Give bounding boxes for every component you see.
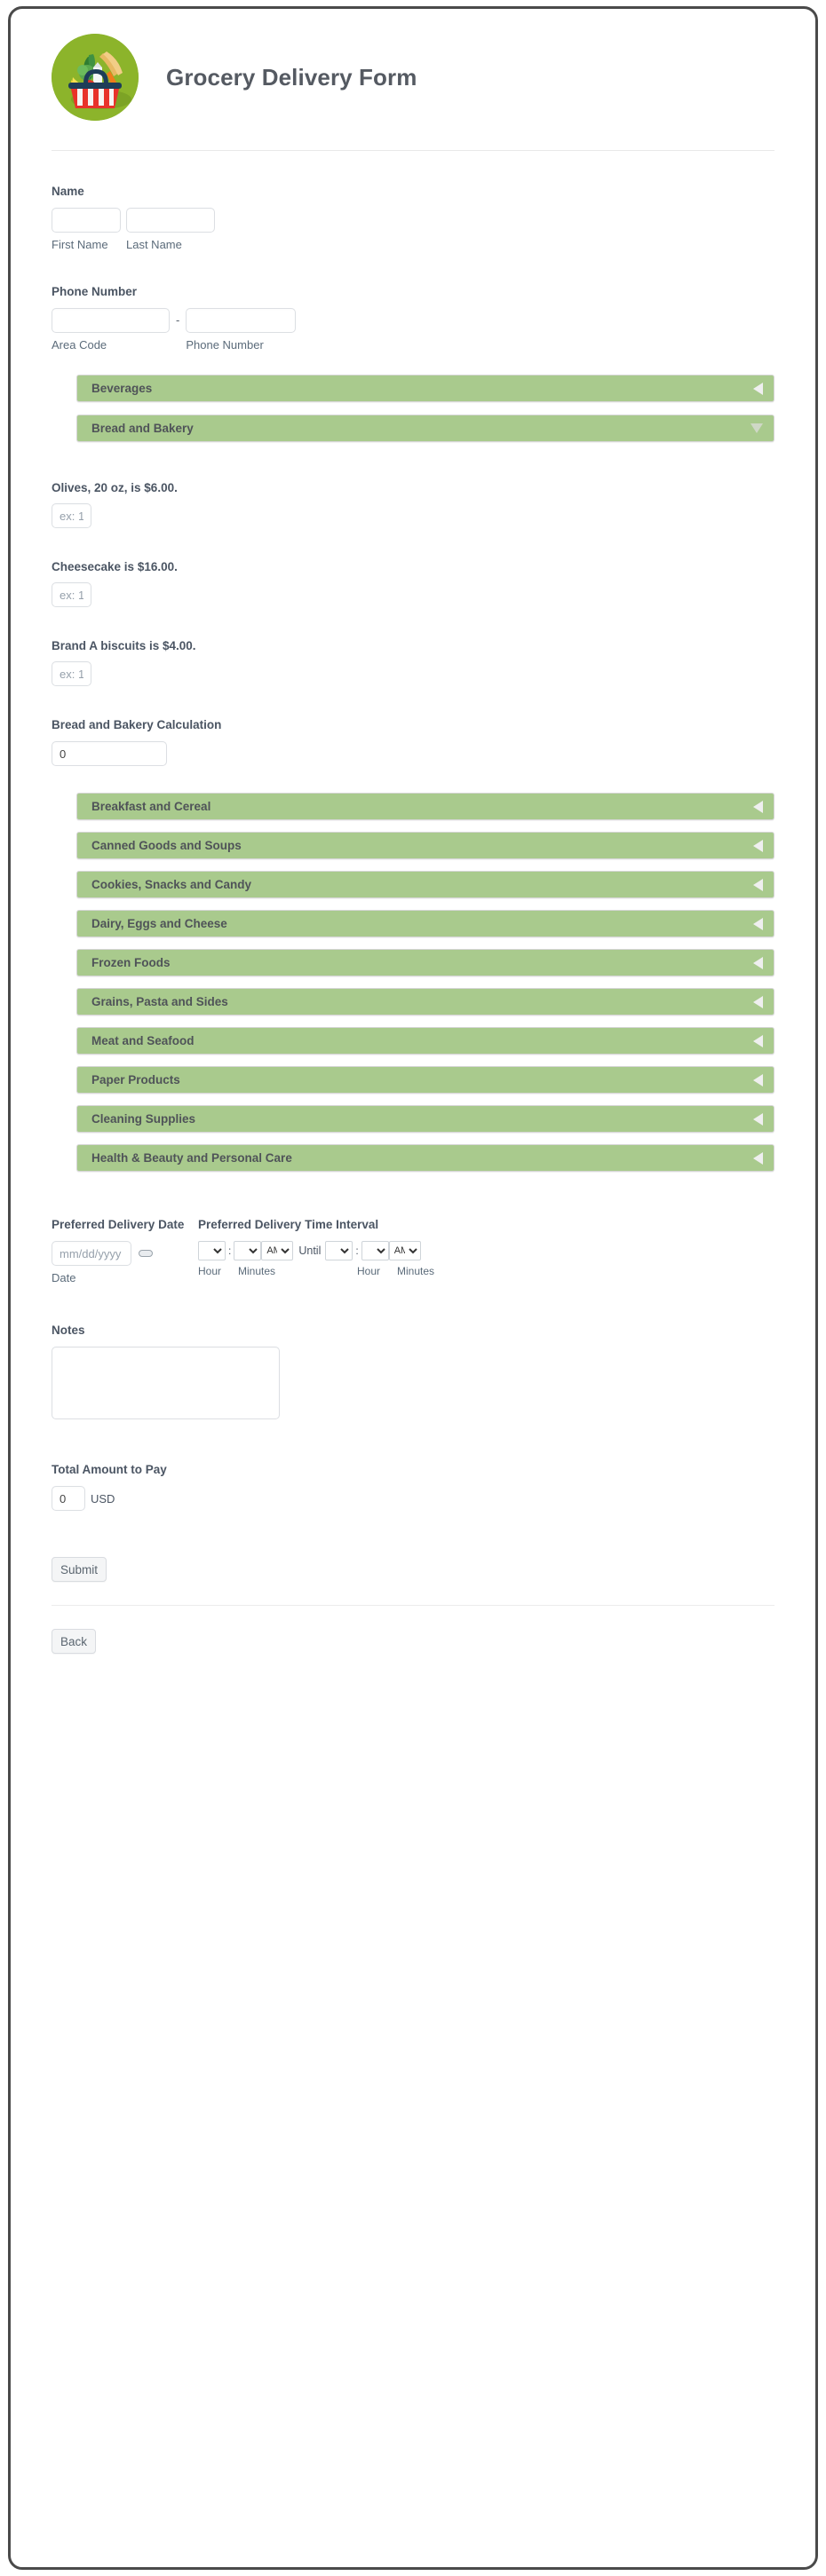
end-hour-sublabel: Hour (357, 1265, 381, 1277)
phone-inputs-row (52, 308, 774, 352)
accordion-cookies-snacks-and-candy[interactable] (76, 871, 774, 898)
product-row-brand-a-biscuits (52, 607, 774, 686)
accordion-paper-products[interactable] (76, 1066, 774, 1094)
phone-separator: - (176, 313, 180, 327)
delivery-date-sublabel: Date (52, 1271, 76, 1284)
accordion-meat-and-seafood[interactable] (76, 1027, 774, 1055)
accordion-beverages-label: Beverages (91, 382, 153, 395)
accordion-canned-goods-and-soups-label: Canned Goods and Soups (91, 839, 242, 852)
triangle-down-icon (751, 423, 763, 433)
first-name-sublabel: First Name (52, 238, 108, 251)
delivery-date-group (52, 1218, 198, 1284)
accordion-meat-and-seafood-label: Meat and Seafood (91, 1034, 195, 1047)
accordion-canned-goods-and-soups[interactable] (76, 832, 774, 859)
start-time-colon: : (228, 1245, 232, 1257)
start-hour-select[interactable] (198, 1241, 226, 1260)
triangle-left-icon (753, 801, 763, 813)
accordion-breakfast-and-cereal[interactable] (76, 793, 774, 820)
end-hour-select[interactable] (325, 1241, 353, 1260)
notes-group (52, 1284, 774, 1424)
accordion-cleaning-supplies-label: Cleaning Supplies (91, 1112, 196, 1126)
last-name-input[interactable] (126, 208, 215, 233)
product-row-olives (52, 449, 774, 528)
form-header (52, 9, 774, 121)
end-time-colon: : (355, 1245, 359, 1257)
triangle-left-icon (753, 1074, 763, 1087)
accordion-bread-and-bakery[interactable] (76, 415, 774, 442)
first-name-input[interactable] (52, 208, 121, 233)
accordion-frozen-foods[interactable] (76, 949, 774, 976)
last-name-sublabel: Last Name (126, 238, 182, 251)
product-row-cheesecake (52, 528, 774, 607)
start-ampm-select[interactable] (261, 1241, 293, 1260)
bakery-calculation-group (52, 686, 774, 766)
delivery-time-group (198, 1218, 774, 1277)
start-minute-select[interactable] (234, 1241, 261, 1260)
delivery-time-label: Preferred Delivery Time Interval (198, 1218, 379, 1231)
name-label: Name (52, 185, 84, 198)
accordion-frozen-foods-label: Frozen Foods (91, 956, 171, 969)
page-title: Grocery Delivery Form (166, 63, 417, 91)
category-accordion-top (52, 352, 774, 442)
phone-label: Phone Number (52, 285, 138, 298)
quantity-input-olives[interactable] (52, 503, 91, 528)
form-page-frame (8, 6, 818, 2570)
end-minute-select[interactable] (361, 1241, 389, 1260)
submit-row (52, 1511, 774, 1582)
triangle-left-icon (753, 383, 763, 395)
calendar-picker-icon[interactable] (139, 1250, 153, 1257)
product-label-olives: Olives, 20 oz, is $6.00. (52, 481, 178, 494)
bakery-calculation-label: Bread and Bakery Calculation (52, 718, 222, 731)
triangle-left-icon (753, 957, 763, 969)
phone-number-input[interactable] (186, 308, 296, 333)
product-label-brand-a-biscuits: Brand A biscuits is $4.00. (52, 639, 196, 652)
back-button[interactable]: Back (52, 1629, 96, 1654)
triangle-left-icon (753, 1035, 763, 1047)
quantity-input-brand-a-biscuits[interactable] (52, 661, 91, 686)
end-ampm-select[interactable] (389, 1241, 421, 1260)
triangle-left-icon (753, 840, 763, 852)
start-minute-sublabel: Minutes (238, 1265, 276, 1277)
accordion-breakfast-and-cereal-label: Breakfast and Cereal (91, 800, 211, 813)
total-amount-label: Total Amount to Pay (52, 1463, 167, 1476)
total-amount-input[interactable] (52, 1486, 85, 1511)
accordion-health-beauty-and-personal-care-label: Health & Beauty and Personal Care (91, 1151, 292, 1165)
delivery-date-label: Preferred Delivery Date (52, 1218, 185, 1231)
accordion-paper-products-label: Paper Products (91, 1073, 180, 1087)
name-inputs-row (52, 208, 774, 251)
accordion-grains-pasta-and-sides[interactable] (76, 988, 774, 1015)
accordion-health-beauty-and-personal-care[interactable] (76, 1144, 774, 1172)
triangle-left-icon (753, 1152, 763, 1165)
phone-field-group (52, 251, 774, 352)
accordion-bread-and-bakery-label: Bread and Bakery (91, 422, 194, 435)
product-label-cheesecake: Cheesecake is $16.00. (52, 560, 178, 573)
area-code-input[interactable] (52, 308, 170, 333)
delivery-preferences-row (52, 1179, 774, 1284)
until-label: Until (298, 1245, 322, 1257)
phone-number-sublabel: Phone Number (186, 338, 264, 352)
notes-textarea[interactable] (52, 1347, 280, 1419)
category-accordion-list (52, 766, 774, 1172)
delivery-date-input[interactable] (52, 1241, 131, 1266)
accordion-beverages[interactable] (76, 375, 774, 402)
back-row (52, 1606, 774, 1654)
quantity-input-cheesecake[interactable] (52, 582, 91, 607)
accordion-cleaning-supplies[interactable] (76, 1105, 774, 1133)
start-hour-sublabel: Hour (198, 1265, 222, 1277)
end-minute-sublabel: Minutes (397, 1265, 435, 1277)
triangle-left-icon (753, 918, 763, 930)
accordion-cookies-snacks-and-candy-label: Cookies, Snacks and Candy (91, 878, 252, 891)
triangle-left-icon (753, 996, 763, 1008)
notes-label: Notes (52, 1324, 85, 1337)
accordion-dairy-eggs-and-cheese[interactable] (76, 910, 774, 937)
currency-label: USD (91, 1491, 115, 1505)
bakery-calculation-input[interactable] (52, 741, 167, 766)
total-amount-group (52, 1424, 774, 1511)
name-field-group (52, 151, 774, 251)
triangle-left-icon (753, 879, 763, 891)
accordion-dairy-eggs-and-cheese-label: Dairy, Eggs and Cheese (91, 917, 227, 930)
submit-button[interactable]: Submit (52, 1557, 107, 1582)
triangle-left-icon (753, 1113, 763, 1126)
area-code-sublabel: Area Code (52, 338, 107, 352)
grocery-basket-logo-icon (52, 34, 139, 121)
accordion-grains-pasta-and-sides-label: Grains, Pasta and Sides (91, 995, 228, 1008)
